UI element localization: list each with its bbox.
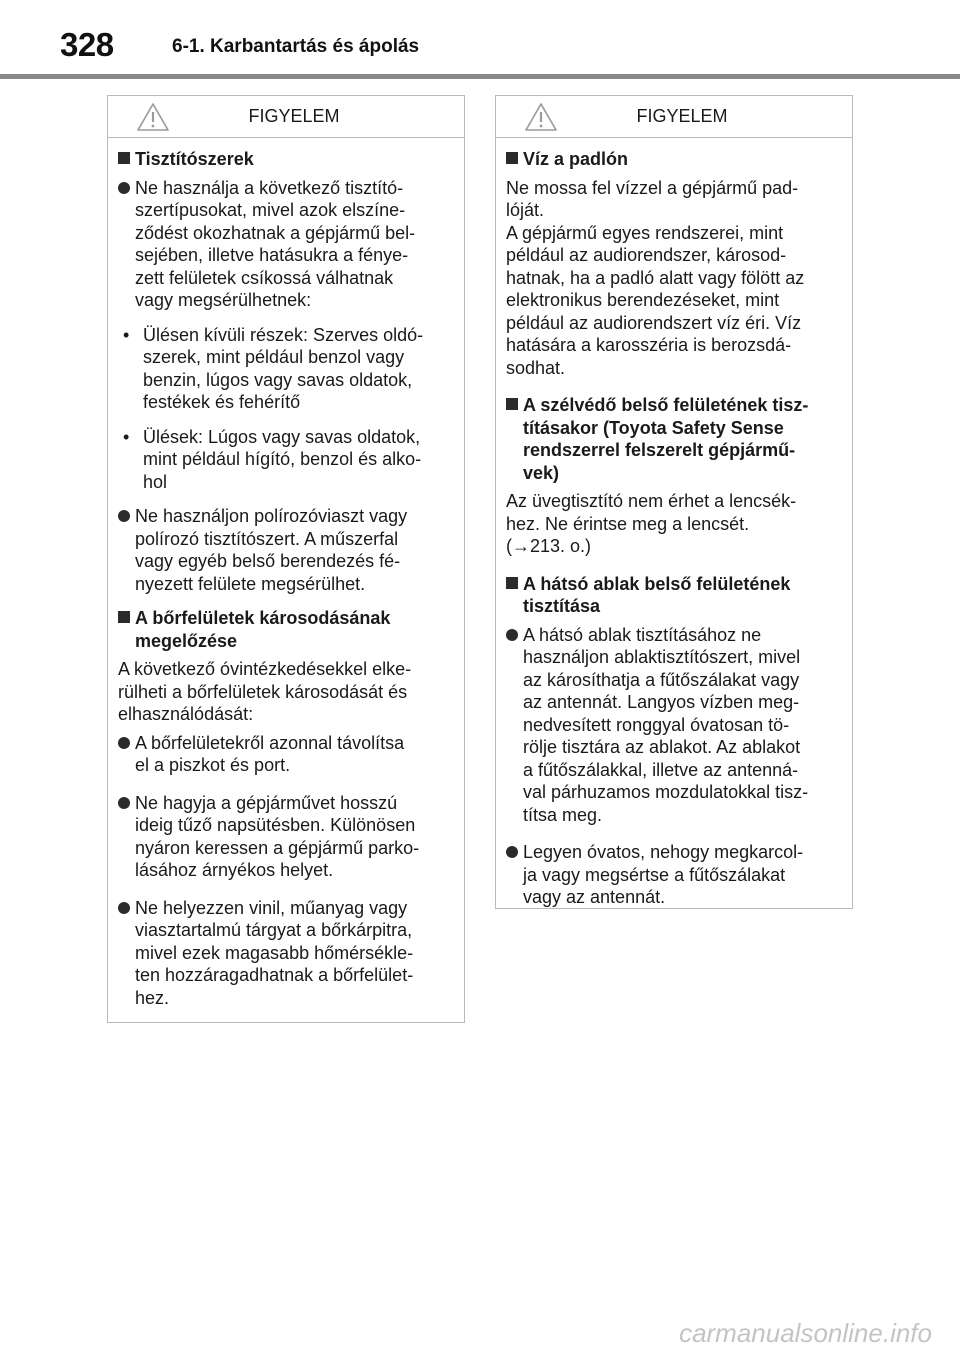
text-line: ződést okozhatnak a gépjármű bel- xyxy=(135,222,416,243)
text-line: rölje tisztára az ablakot. Az ablakot xyxy=(523,737,801,757)
list-item xyxy=(123,426,454,494)
text-line: títsa meg. xyxy=(523,804,603,825)
warning-box-header xyxy=(108,96,464,138)
text-line: az károsíthatja a fűtőszálakat vagy xyxy=(523,669,800,690)
text-line: Ne helyezzen vinil, műanyag vagy xyxy=(135,897,408,918)
heading-water-floor: Víz a padlón xyxy=(506,148,842,171)
list-item xyxy=(118,897,454,1010)
text-line: benzin, lúgos vagy savas oldatok, xyxy=(143,369,413,390)
text-line: tisztítása xyxy=(523,596,601,616)
text-line: A szélvédő belső felületének tisz- xyxy=(523,395,809,415)
text-line: az antennát. Langyos vízben meg- xyxy=(523,692,800,712)
text-line: ideig tűző napsütésben. Különösen xyxy=(135,815,416,835)
text-line: hol xyxy=(143,471,168,492)
heading-windshield xyxy=(506,394,842,484)
list-item xyxy=(118,505,454,595)
text-line: ja vagy megsértse a fűtőszálakat xyxy=(523,864,786,885)
text-line: • Ülésen kívüli részek: Szerves oldó- xyxy=(143,324,424,345)
text-line: festékek és fehérítő xyxy=(143,392,301,412)
text-line: például az audiorendszert víz éri. Víz xyxy=(506,312,802,333)
heading-leather xyxy=(118,607,454,652)
warning-title: FIGYELEM xyxy=(248,106,340,126)
text-line: sodhat. xyxy=(506,357,566,378)
warning-title: FIGYELEM xyxy=(636,106,728,126)
text-line: A hátsó ablak belső felületének xyxy=(523,573,791,594)
text-line: szerek, mint például benzol vagy xyxy=(143,347,405,367)
text-line: rülheti a bőrfelületek károsodását és xyxy=(118,681,408,702)
text-line: Ne használja a következő tisztító- xyxy=(135,177,404,198)
text-line: lásához árnyékos helyet. xyxy=(135,860,334,880)
windshield-text xyxy=(506,490,842,558)
header-divider xyxy=(0,74,960,79)
text-line: ten hozzáragadhatnak a bőrfelület- xyxy=(135,965,414,985)
list-item xyxy=(118,732,454,777)
text-line: A hátsó ablak tisztításához ne xyxy=(523,624,762,645)
section-title: 6-1. Karbantartás és ápolás xyxy=(172,36,420,57)
leather-intro-text xyxy=(118,658,454,726)
text-line: (→213. o.) xyxy=(506,536,592,556)
text-line: viasztartalmú tárgyat a bőrkárpitra, xyxy=(135,920,413,940)
text-line: Ne hagyja a gépjárművet hosszú xyxy=(135,792,398,813)
text-line: A bőrfelületek károsodásának xyxy=(135,608,391,628)
text-line: például az audiorendszer, károsod- xyxy=(506,245,787,265)
list-item xyxy=(118,792,454,882)
page-number: 328 xyxy=(60,26,114,63)
text-line: tításakor (Toyota Safety Sense xyxy=(523,417,784,438)
text-line: rendszerrel felszerelt gépjármű- xyxy=(523,440,796,460)
text-line: használjon ablaktisztítószert, mivel xyxy=(523,647,801,667)
heading-cleaners: Tisztítószerek xyxy=(118,148,454,171)
list-item xyxy=(506,841,842,909)
text-line: hez. Ne érintse meg a lencsét. xyxy=(506,513,750,534)
text-line: hatnak, ha a padló alatt vagy fölött az xyxy=(506,267,805,288)
list-item xyxy=(118,177,454,312)
warning-box-body xyxy=(108,138,464,1009)
text-line: lóját. xyxy=(506,200,545,220)
text-line: vagy egyéb belső berendezés fé- xyxy=(135,551,401,571)
text-line: mivel ezek magasabb hőmérsékle- xyxy=(135,942,414,963)
text-line: vagy megsérülhetnek: xyxy=(135,290,312,310)
warning-triangle-icon xyxy=(136,102,170,132)
text-line: mint például hígító, benzol és alko- xyxy=(143,449,422,469)
text-line: sejében, illetve hatásukra a fénye- xyxy=(135,245,409,265)
text-line: elektronikus berendezéseket, mint xyxy=(506,290,780,310)
warning-triangle-icon xyxy=(524,102,558,132)
text-line: A bőrfelületekről azonnal távolítsa xyxy=(135,732,405,753)
text-line: zett felületek csíkossá válhatnak xyxy=(135,267,394,288)
text-line: • Ülések: Lúgos vagy savas oldatok, xyxy=(143,426,421,447)
text-line: nedvesített ronggyal óvatosan tö- xyxy=(523,714,790,735)
water-floor-text xyxy=(506,177,842,380)
text-line: megelőzése xyxy=(135,630,238,651)
text-line: vek) xyxy=(523,462,560,483)
list-item xyxy=(506,624,842,827)
text-line: Legyen óvatos, nehogy megkarcol- xyxy=(523,842,804,862)
text-line: hez. xyxy=(135,987,170,1008)
text-line: polírozó tisztítószert. A műszerfal xyxy=(135,528,399,549)
text-line: szertípusokat, mivel azok elszíne- xyxy=(135,200,406,220)
text-line: el a piszkot és port. xyxy=(135,755,291,775)
text-line: nyezett felülete megsérülhet. xyxy=(135,573,366,594)
text-line: Ne használjon polírozóviaszt vagy xyxy=(135,506,408,526)
text-line: val párhuzamos mozdulatokkal tisz- xyxy=(523,782,809,802)
watermark: carmanualsonline.info xyxy=(679,1318,932,1348)
text-line: vagy az antennát. xyxy=(523,887,666,907)
text-line: Ne mossa fel vízzel a gépjármű pad- xyxy=(506,177,799,198)
warning-box-left xyxy=(107,95,465,1023)
text-line: a fűtőszálakkal, illetve az antenná- xyxy=(523,759,799,780)
page-header xyxy=(0,0,960,80)
text-line: A gépjármű egyes rendszerei, mint xyxy=(506,222,784,243)
text-line: hatására a karosszéria is berozsdá- xyxy=(506,335,792,355)
text-line: A következő óvintézkedésekkel elke- xyxy=(118,659,412,679)
warning-box-body xyxy=(496,138,852,909)
text-line: nyáron keressen a gépjármű parko- xyxy=(135,837,420,858)
warning-box-right xyxy=(495,95,853,909)
text-line: elhasználódását: xyxy=(118,704,254,724)
text-line: Az üvegtisztító nem érhet a lencsék- xyxy=(506,491,797,511)
warning-box-header xyxy=(496,96,852,138)
list-item xyxy=(123,324,454,414)
heading-rear-window xyxy=(506,573,842,618)
